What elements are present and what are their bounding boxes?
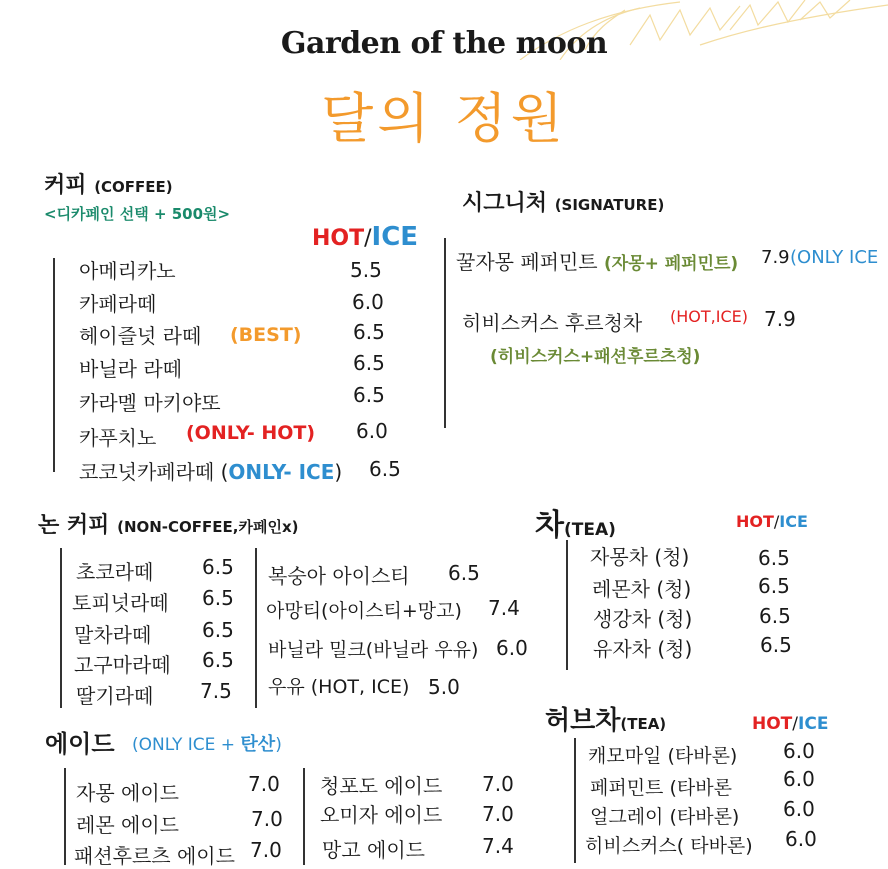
ade-title: 에이드 [45, 730, 115, 758]
slash: / [792, 714, 799, 734]
menu-item-price: 7.4 [482, 834, 514, 858]
ade-note-c: ) [275, 735, 282, 755]
menu-item-price: 6.5 [353, 351, 385, 375]
menu-item-price: 7.0 [251, 807, 283, 831]
menu-item-name: 말차라떼 [74, 623, 152, 647]
noncoffee-title-en: (NON-COFFEE,카페인x) [117, 518, 299, 536]
menu-item-price: 6.5 [202, 618, 234, 642]
menu-item-name: 페퍼민트 (타바론 [590, 777, 732, 799]
menu-item-price: 6.5 [202, 648, 234, 672]
menu-item-price: 6.5 [202, 586, 234, 610]
only-hot-note: (ONLY- HOT) [186, 422, 316, 444]
menu-item-price: 6.5 [353, 383, 385, 407]
ade-note-a: (ONLY ICE + [132, 735, 241, 755]
only-ice-note: ONLY- ICE [228, 460, 335, 484]
menu-item-name: 망고 에이드 [322, 838, 425, 862]
signature-title: 시그니처 [462, 191, 548, 216]
ade-section-title [45, 724, 115, 759]
menu-item-price: 5.0 [428, 675, 460, 699]
menu-item-price: 7.4 [488, 596, 520, 620]
herbtea-title: 허브차 [545, 706, 621, 736]
ade-note [132, 730, 282, 756]
menu-item-name: 패션후르츠 에이드 [74, 844, 235, 868]
menu-item-detail: (자몽+ 페퍼민트) [603, 254, 739, 274]
hot-ice-note: (HOT,ICE) [670, 307, 748, 326]
menu-item-name: 유자차 (청) [593, 637, 693, 661]
menu-item-price: 6.0 [352, 290, 384, 314]
menu-item-name: 고구마라떼 [74, 653, 171, 677]
menu-item-price: 6.5 [758, 574, 790, 598]
menu-item-price: 6.5 [369, 457, 401, 481]
menu-item-price: 6.5 [759, 604, 791, 628]
coffee-section-title [44, 168, 173, 199]
menu-item-name: 우유 (HOT, ICE) [268, 676, 410, 698]
menu-item-price: 7.9 [764, 307, 796, 331]
tea-title: 차 [535, 508, 564, 543]
menu-item-name: 얼그레이 (타바론) [590, 806, 740, 828]
herbtea-divider [574, 738, 576, 863]
noncoffee-section-title [38, 508, 298, 539]
signature-title-en: (SIGNATURE) [554, 196, 665, 214]
menu-item-name: 카페라떼 [79, 292, 157, 316]
menu-item-detail: (히비스커스+패션후르츠청) [490, 347, 701, 367]
ade-note-b: 탄산 [240, 734, 276, 755]
menu-item-name: 바닐라 라떼 [79, 357, 182, 381]
menu-item-name: 코코넛카페라떼 ( [79, 460, 229, 484]
slash: / [773, 512, 780, 531]
menu-item-price: 7.0 [250, 838, 282, 862]
menu-item-name: 캐모마일 (타바론) [588, 745, 738, 767]
menu-item-name: 헤이즐넛 라떼 [79, 324, 202, 348]
menu-item-price: 6.5 [202, 555, 234, 579]
menu-item-price: 6.5 [448, 561, 480, 585]
menu-item-name: 딸기라떼 [76, 684, 154, 708]
menu-item-name: 카푸치노 [79, 426, 157, 450]
noncoffee-right-divider [255, 548, 257, 708]
menu-item-name: 토피넛라떼 [72, 591, 169, 615]
menu-item-name: 생강차 (청) [593, 607, 693, 631]
menu-item-row [79, 456, 342, 485]
menu-item-name: 레몬차 (청) [592, 577, 692, 601]
noncoffee-title: 논 커피 [38, 513, 110, 538]
menu-item-price: 6.0 [783, 767, 815, 791]
coffee-title: 커피 [44, 173, 87, 198]
paren-close: ) [334, 460, 343, 484]
ade-right-divider [303, 768, 305, 865]
menu-item-price: 6.5 [758, 546, 790, 570]
herbtea-title-en: (TEA) [620, 715, 667, 733]
menu-item-name: 히비스커스 후르청차 [462, 311, 643, 335]
noncoffee-left-divider [60, 548, 62, 708]
hot-label: HOT [752, 714, 793, 734]
menu-item-name: 청포도 에이드 [320, 774, 443, 798]
menu-item-name: 오미자 에이드 [320, 803, 443, 827]
menu-item-name: 아망티(아이스티+망고) [266, 600, 462, 622]
menu-item-price: 5.5 [350, 258, 382, 282]
signature-item-row [456, 246, 738, 275]
tea-section-title [535, 500, 616, 544]
best-badge: (BEST) [230, 324, 302, 346]
ice-label: ICE [779, 512, 808, 531]
menu-item-price: 6.5 [760, 633, 792, 657]
herbtea-hot-ice-header [752, 714, 828, 734]
menu-item-price: 6.0 [783, 739, 815, 763]
ice-label: ICE [798, 714, 829, 734]
menu-item-name: 자몽 에이드 [76, 781, 179, 805]
menu-item-name: 자몽차 (청) [590, 545, 690, 569]
coffee-divider [53, 258, 55, 472]
menu-item-price: 6.5 [353, 320, 385, 344]
menu-item-price: 7.0 [482, 772, 514, 796]
herbtea-section-title [545, 700, 666, 737]
menu-item-name: 꿀자몽 페퍼민트 [456, 250, 598, 274]
coffee-title-en: (COFFEE) [94, 178, 173, 196]
hot-label: HOT [736, 512, 774, 531]
menu-item-name: 복숭아 아이스티 [268, 564, 410, 588]
menu-item-price: 7.0 [482, 802, 514, 826]
brand-english-title: Garden of the moon [280, 26, 608, 61]
ade-left-divider [64, 768, 66, 865]
menu-item-price: 7.0 [248, 772, 280, 796]
menu-item-name: 초코라떼 [76, 560, 154, 584]
menu-item-price: 6.0 [785, 827, 817, 851]
menu-item-price: 6.0 [496, 636, 528, 660]
menu-item-name: 바닐라 밀크(바닐라 우유) [268, 639, 479, 661]
signature-divider [444, 238, 446, 428]
menu-item-name: 히비스커스( 타바론) [585, 835, 753, 857]
tea-divider [566, 540, 568, 670]
menu-item-price: 7.9 [761, 247, 790, 268]
menu-item-price: 7.5 [200, 679, 232, 703]
menu-item-name: 레몬 에이드 [76, 813, 179, 837]
menu-item-price: 6.0 [356, 419, 388, 443]
tea-hot-ice-header [736, 512, 808, 531]
tea-title-en: (TEA) [563, 520, 616, 540]
decaf-note: <디카페인 선택 + 500원> [44, 205, 231, 223]
ice-label: ICE [371, 222, 419, 252]
coffee-hot-ice-header [312, 222, 418, 252]
only-ice-note: (ONLY ICE [790, 247, 879, 268]
brand-korean-title: 달의 정원 [321, 87, 567, 150]
menu-item-name: 아메리카노 [79, 259, 176, 283]
slash: / [364, 226, 372, 251]
signature-section-title [462, 186, 664, 217]
menu-item-price: 6.0 [783, 797, 815, 821]
menu-item-name: 카라멜 마키야또 [79, 391, 221, 415]
hot-label: HOT [312, 226, 365, 251]
